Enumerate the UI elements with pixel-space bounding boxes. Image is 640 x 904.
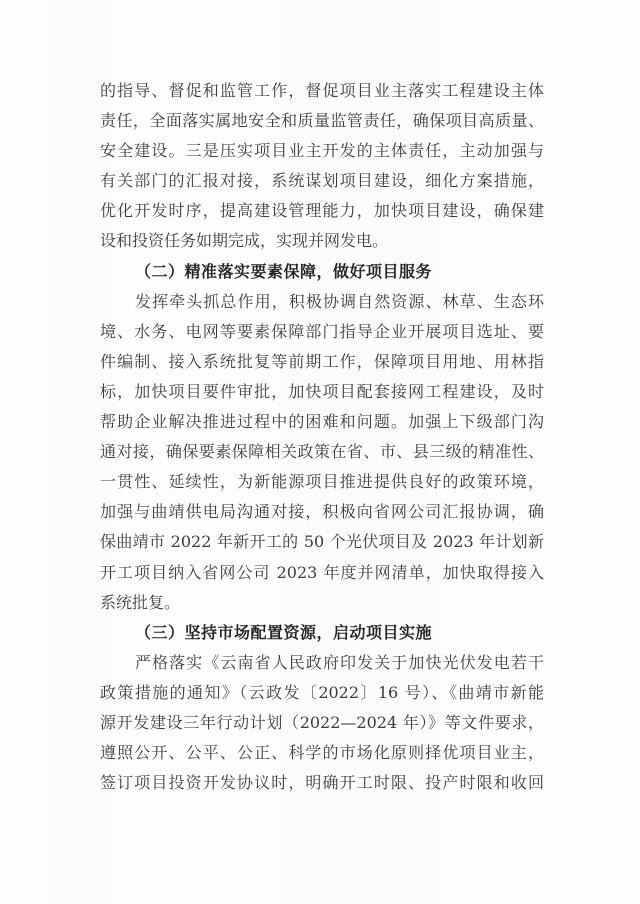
text-line: 系统批复。 [100, 592, 181, 612]
section-heading: （三）坚持市场配置资源，启动项目实施 [135, 622, 433, 642]
text-line: 遵照公开、公平、公正、科学的市场化原则择优项目业主， [100, 743, 544, 763]
text-line: 签订项目投资开发协议时，明确开工时限、投产时限和收回 [100, 773, 544, 793]
text-line: 源开发建设三年行动计划（2022—2024 年）》等文件要求， [100, 712, 544, 732]
text-line: 设和投资任务如期完成，实现并网发电。 [100, 231, 389, 251]
text-line: 件编制、接入系统批复等前期工作，保障项目用地、用林指 [100, 351, 544, 371]
text-line: 优化开发时序，提高建设管理能力，加快项目建设，确保建 [100, 201, 544, 221]
text-line: 发挥牵头抓总作用，积极协调自然资源、林草、生态环 [135, 291, 544, 311]
text-line: 帮助企业解决推进过程中的困难和问题。加强上下级部门沟 [100, 412, 544, 432]
section-heading: （二）精准落实要素保障，做好项目服务 [135, 261, 433, 281]
text-line: 的指导、督促和监管工作，督促项目业主落实工程建设主体 [100, 81, 544, 100]
text-line: 安全建设。三是压实项目业主开发的主体责任，主动加强与 [100, 141, 544, 161]
text-line: 严格落实《云南省人民政府印发关于加快光伏发电若干 [135, 652, 544, 672]
text-line: 政策措施的通知》（云政发〔2022〕16 号）、《曲靖市新能 [100, 682, 544, 702]
text-line: 境、水务、电网等要素保障部门指导企业开展项目选址、要 [100, 321, 544, 341]
text-line: 一贯性、延续性，为新能源项目推进提供良好的政策环境， [100, 472, 544, 492]
text-line: 责任，全面落实属地安全和质量监管责任，确保项目高质量、 [100, 111, 544, 131]
text-line: 有关部门的汇报对接，系统谋划项目建设，细化方案措施， [100, 171, 544, 191]
text-block [100, 76, 544, 798]
text-line: 开工项目纳入省网公司 2023 年度并网清单，加快取得接入 [100, 562, 544, 582]
text-line: 通对接，确保要素保障相关政策在省、市、县三级的精准性、 [100, 442, 544, 462]
text-line: 保曲靖市 2022 年新开工的 50 个光伏项目及 2023 年计划新 [100, 532, 544, 552]
text-line: 加强与曲靖供电局沟通对接，积极向省网公司汇报协调，确 [100, 502, 544, 522]
text-line: 标，加快项目要件审批，加快项目配套接网工程建设，及时 [100, 381, 544, 401]
